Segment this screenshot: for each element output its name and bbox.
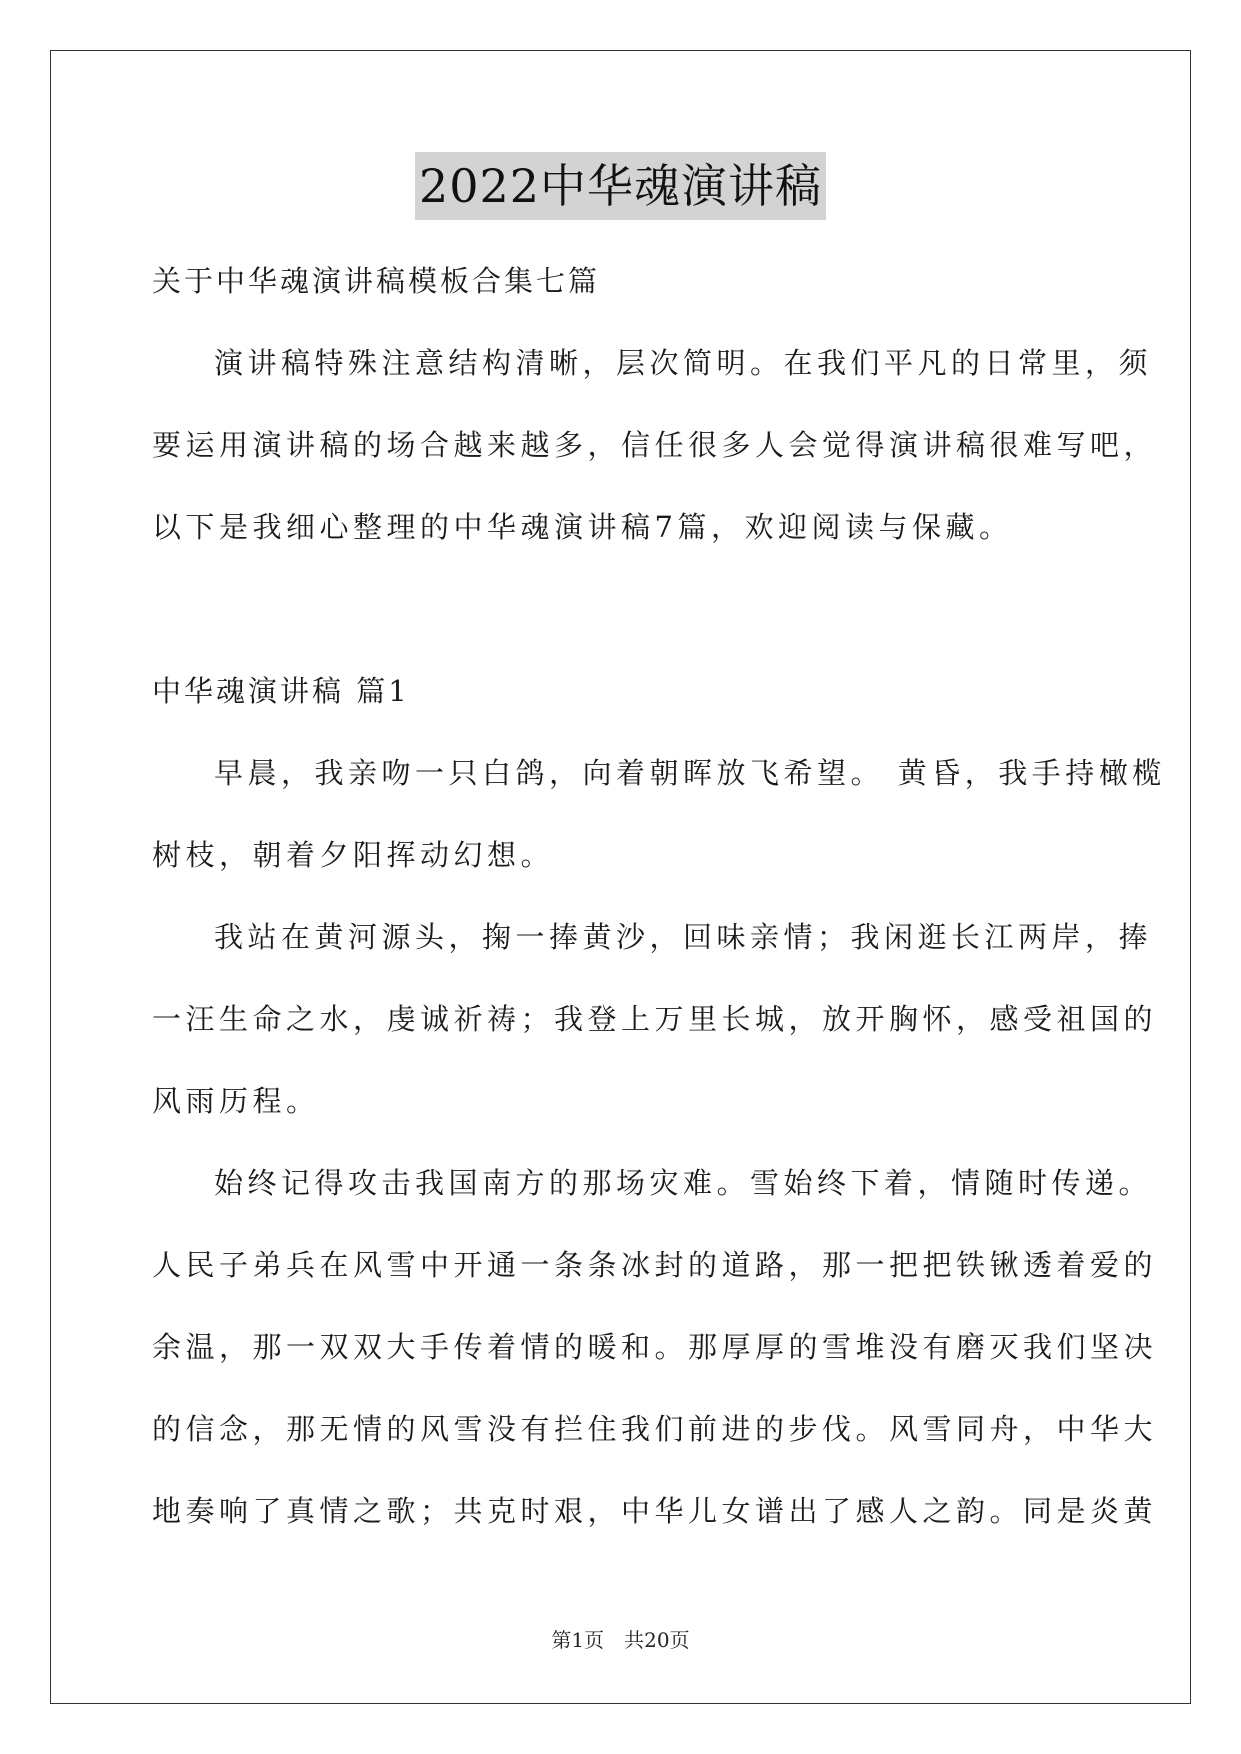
paragraph-line: 一汪生命之水，虔诚祈祷；我登上万里长城，放开胸怀，感受祖国的 [152,1002,1158,1036]
paragraph-line: 早晨，我亲吻一只白鸽，向着朝晖放飞希望。 黄昏，我手持橄榄 [214,756,1166,790]
page-indicator: 第1页 共20页 [551,1628,690,1652]
paragraph-line: 我站在黄河源头，掬一捧黄沙，回味亲情；我闲逛长江两岸，捧 [214,920,1153,954]
paragraph-line: 的信念，那无情的风雪没有拦住我们前进的步伐。风雪同舟，中华大 [152,1412,1158,1446]
paragraph-line: 要运用演讲稿的场合越来越多，信任很多人会觉得演讲稿很难写吧， [152,428,1158,462]
paragraph-line: 始终记得攻击我国南方的那场灾难。雪始终下着，情随时传递。 [214,1166,1153,1200]
paragraph-line: 余温，那一双双大手传着情的暖和。那厚厚的雪堆没有磨灭我们坚决 [152,1330,1158,1364]
paragraph-line: 树枝，朝着夕阳挥动幻想。 [152,838,555,872]
paragraph-line: 地奏响了真情之歌；共克时艰，中华儿女谱出了感人之韵。同是炎黄 [152,1494,1158,1528]
title-container [0,152,1241,220]
paragraph-line: 风雨历程。 [152,1084,320,1118]
document-body [152,240,1166,1552]
intro-paragraph [152,322,1158,568]
paragraph-line: 以下是我细心整理的中华魂演讲稿7篇，欢迎阅读与保藏。 [152,510,1013,544]
document-subtitle: 关于中华魂演讲稿模板合集七篇 [152,264,601,298]
document-title: 2022中华魂演讲稿 [415,152,826,220]
paragraph-line: 人民子弟兵在风雪中开通一条条冰封的道路，那一把把铁锹透着爱的 [152,1248,1158,1282]
section-heading: 中华魂演讲稿 篇1 [152,674,410,708]
paragraph-line: 演讲稿特殊注意结构清晰，层次简明。在我们平凡的日常里，须 [214,346,1153,380]
blank-line [152,568,1092,650]
paragraph-1 [152,732,1166,896]
paragraph-3 [152,1142,1158,1552]
paragraph-2 [152,896,1158,1142]
page-footer [0,1626,1241,1654]
